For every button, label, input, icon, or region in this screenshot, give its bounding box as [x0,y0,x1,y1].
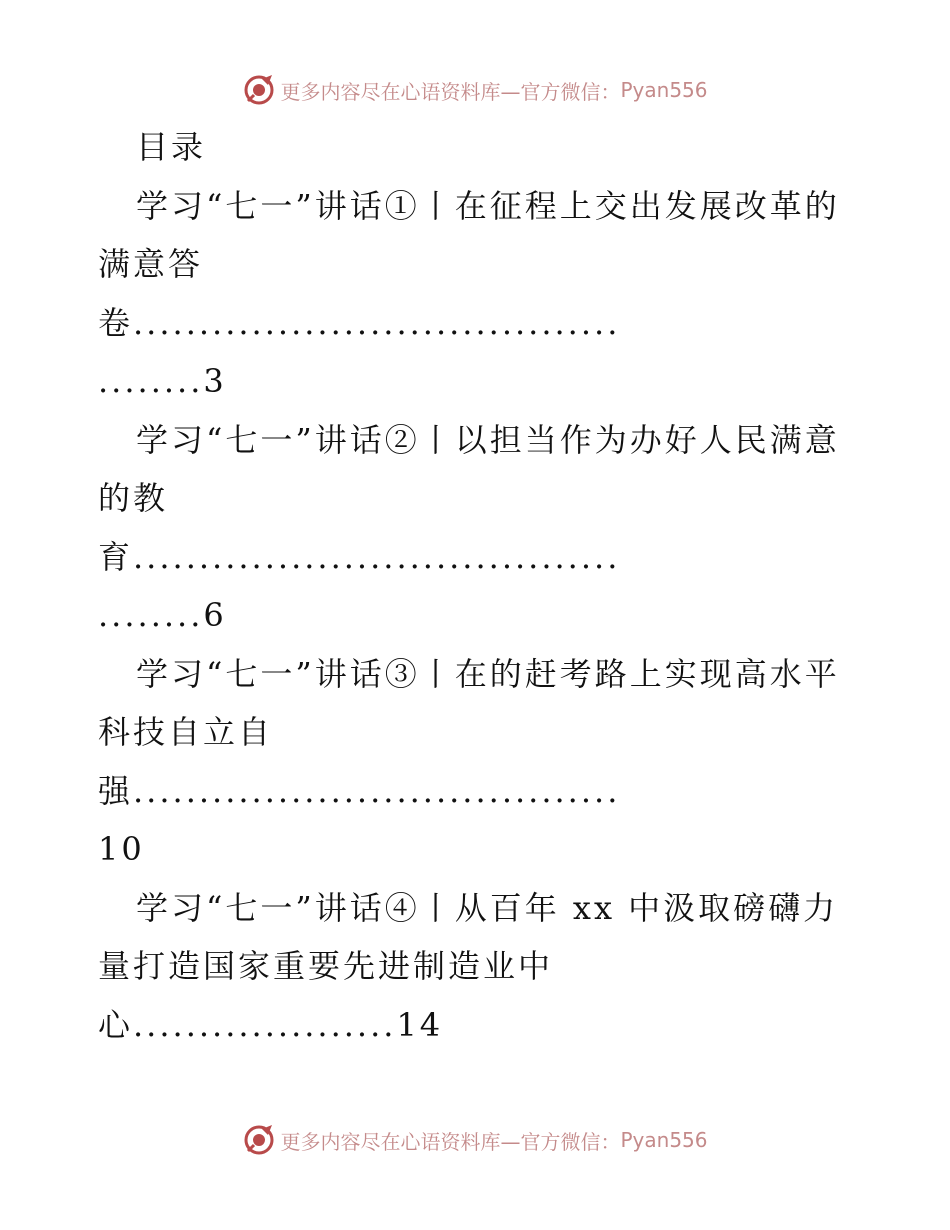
toc-entry-title-line: 满意答 [98,245,204,283]
footer-banner-text: 更多内容尽在心语资料库—官方微信： [280,1129,621,1154]
header-banner [0,70,950,110]
toc-title: 目录 [136,128,207,166]
header-wechat-id: Pyan556 [620,78,708,102]
header-banner-text: 更多内容尽在心语资料库—官方微信： [280,79,621,104]
toc-entry[interactable] [98,411,858,645]
toc-entry-leader-line: 育..................................... [98,537,621,576]
toc-entry-title-line: 学习“七一”讲话②丨以担当作为办好人民满意 [136,420,840,459]
toc-entry-title-line: 科技自立自 [98,713,274,751]
toc-entry-title-line: 的教 [98,479,169,517]
pen-logo-icon [242,1123,276,1157]
toc-entry[interactable] [98,879,858,1055]
toc-entry-title-line: 学习“七一”讲话①丨在征程上交出发展改革的 [136,186,840,225]
toc-entry-title-line: 学习“七一”讲话③丨在的赶考路上实现高水平 [136,654,840,693]
toc-entry-page-number: ........3 [98,362,227,400]
toc-entry-leader-line: 卷..................................... [98,303,621,342]
toc-entry-title-line: 量打造国家重要先进制造业中 [98,947,554,985]
toc-entry-title-line: 学习“七一”讲话④丨从百年 xx 中汲取磅礴力 [136,888,839,927]
pen-logo-icon [242,73,276,107]
toc-entry-leader-line: 心....................14 [98,1005,444,1044]
toc-entry-page-number: ........6 [98,596,227,634]
toc-content [98,118,858,1054]
toc-entry-leader-line: 强..................................... [98,771,621,810]
toc-entry-page-number: 10 [98,830,145,868]
footer-banner [0,1120,950,1160]
footer-wechat-id: Pyan556 [620,1128,708,1152]
toc-entry[interactable] [98,177,858,411]
toc-entry[interactable] [98,645,858,879]
